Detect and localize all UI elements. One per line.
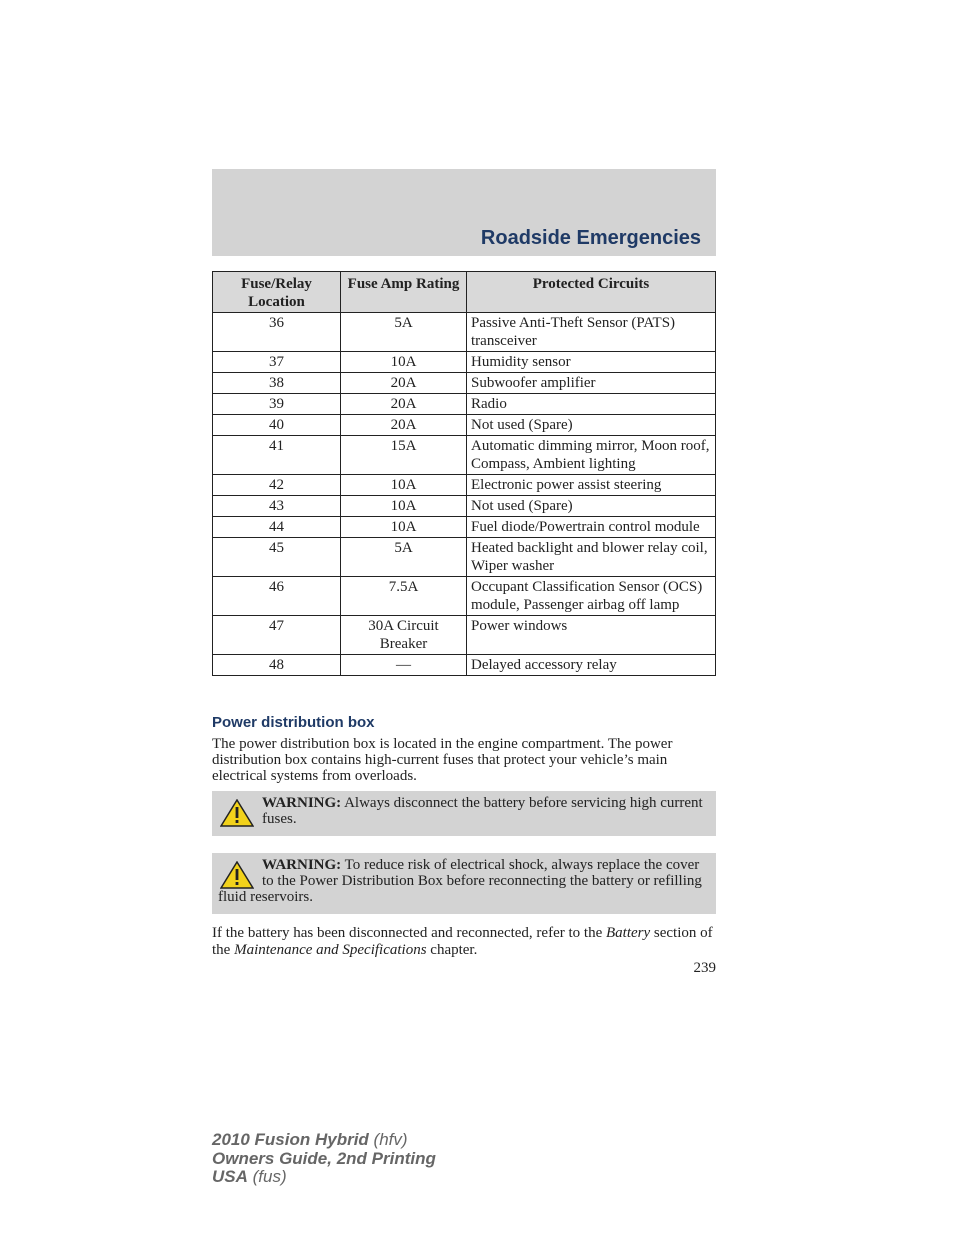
table-row bbox=[213, 577, 716, 616]
cell-circuit: Delayed accessory relay bbox=[467, 655, 716, 676]
cell-circuit: Not used (Spare) bbox=[467, 415, 716, 436]
battery-reference: Battery bbox=[605, 925, 651, 941]
cell-rating: 10A bbox=[341, 352, 467, 373]
footer-model: 2010 Fusion Hybrid bbox=[212, 1130, 369, 1149]
cell-location: 43 bbox=[213, 496, 341, 517]
cell-location: 48 bbox=[213, 655, 341, 676]
cell-location: 39 bbox=[213, 394, 341, 415]
cell-location: 41 bbox=[213, 436, 341, 475]
footer-line-1 bbox=[212, 1131, 436, 1150]
warning-triangle-icon bbox=[220, 861, 254, 889]
cell-rating: 10A bbox=[341, 496, 467, 517]
cell-circuit: Passive Anti-Theft Sensor (PATS) transceiver bbox=[467, 313, 716, 352]
column-header-circuits: Protected Circuits bbox=[467, 272, 716, 313]
warning-text: Always disconnect the battery before servicing high current fuses. bbox=[262, 795, 703, 827]
cell-location: 44 bbox=[213, 517, 341, 538]
page-number: 239 bbox=[693, 960, 716, 976]
footer-edition bbox=[212, 1131, 436, 1187]
section-heading: Power distribution box bbox=[212, 714, 375, 731]
table-row bbox=[213, 616, 716, 655]
warning-box-1 bbox=[212, 791, 716, 836]
warning-triangle-icon bbox=[220, 799, 254, 827]
cell-rating: 15A bbox=[341, 436, 467, 475]
table-row bbox=[213, 496, 716, 517]
cell-circuit: Heated backlight and blower relay coil, Wiper washer bbox=[467, 538, 716, 577]
cell-rating: 20A bbox=[341, 373, 467, 394]
warning-text: To reduce risk of electrical shock, always replace the cover to the Power Distribution Box before reconnecting the battery or refilling fluid reservoirs. bbox=[218, 857, 702, 905]
table-row bbox=[213, 436, 716, 475]
fuse-table bbox=[212, 271, 716, 676]
cell-rating: 7.5A bbox=[341, 577, 467, 616]
closing-text-3: chapter. bbox=[426, 942, 478, 958]
intro-paragraph: The power distribution box is located in the engine compartment. The power distribution box contains high-current fuses that protect your vehicle’s main electrical systems from overloads. bbox=[212, 736, 673, 784]
cell-rating: 20A bbox=[341, 415, 467, 436]
cell-location: 37 bbox=[213, 352, 341, 373]
table-row bbox=[213, 415, 716, 436]
closing-text-2: section of the bbox=[212, 925, 713, 958]
cell-location: 40 bbox=[213, 415, 341, 436]
table-row bbox=[213, 655, 716, 676]
footer-line-2 bbox=[212, 1150, 436, 1169]
cell-rating: 20A bbox=[341, 394, 467, 415]
cell-circuit: Not used (Spare) bbox=[467, 496, 716, 517]
cell-location: 42 bbox=[213, 475, 341, 496]
footer-market: USA bbox=[212, 1167, 248, 1186]
footer-market-code: (fus) bbox=[247, 1167, 287, 1186]
warning-box-2 bbox=[212, 853, 716, 914]
closing-text-1: If the battery has been disconnected and reconnected, refer to the bbox=[212, 925, 606, 941]
cell-circuit: Automatic dimming mirror, Moon roof, Compass, Ambient lighting bbox=[467, 436, 716, 475]
fuse-table-body bbox=[213, 313, 716, 676]
chapter-title: Roadside Emergencies bbox=[480, 227, 701, 249]
footer-line-3 bbox=[212, 1168, 436, 1187]
cell-location: 45 bbox=[213, 538, 341, 577]
closing-paragraph bbox=[212, 925, 716, 959]
cell-rating: — bbox=[341, 655, 467, 676]
warning-label: WARNING: bbox=[262, 795, 342, 811]
cell-circuit: Occupant Classification Sensor (OCS) module, Passenger airbag off lamp bbox=[467, 577, 716, 616]
table-header-row bbox=[213, 272, 716, 313]
cell-location: 36 bbox=[213, 313, 341, 352]
cell-location: 47 bbox=[213, 616, 341, 655]
chapter-header-band bbox=[212, 169, 716, 256]
table-row bbox=[213, 352, 716, 373]
cell-circuit: Subwoofer amplifier bbox=[467, 373, 716, 394]
cell-circuit: Power windows bbox=[467, 616, 716, 655]
cell-circuit: Humidity sensor bbox=[467, 352, 716, 373]
footer-printing: Owners Guide, 2nd Printing bbox=[212, 1148, 436, 1168]
cell-rating: 10A bbox=[341, 475, 467, 496]
column-header-location: Fuse/Relay Location bbox=[213, 272, 341, 313]
footer-model-code: (hfv) bbox=[368, 1130, 408, 1149]
warning-label: WARNING: bbox=[262, 857, 342, 873]
table-row bbox=[213, 538, 716, 577]
cell-rating: 5A bbox=[341, 313, 467, 352]
table-row bbox=[213, 313, 716, 352]
cell-rating: 5A bbox=[341, 538, 467, 577]
cell-location: 38 bbox=[213, 373, 341, 394]
table-row bbox=[213, 475, 716, 496]
chapter-reference: Maintenance and Specifications bbox=[234, 942, 427, 958]
cell-location: 46 bbox=[213, 577, 341, 616]
cell-circuit: Electronic power assist steering bbox=[467, 475, 716, 496]
column-header-rating: Fuse Amp Rating bbox=[341, 272, 467, 313]
cell-circuit: Radio bbox=[467, 394, 716, 415]
table-row bbox=[213, 517, 716, 538]
cell-rating: 10A bbox=[341, 517, 467, 538]
cell-rating: 30A Circuit Breaker bbox=[341, 616, 467, 655]
cell-circuit: Fuel diode/Powertrain control module bbox=[467, 517, 716, 538]
table-row bbox=[213, 373, 716, 394]
table-row bbox=[213, 394, 716, 415]
